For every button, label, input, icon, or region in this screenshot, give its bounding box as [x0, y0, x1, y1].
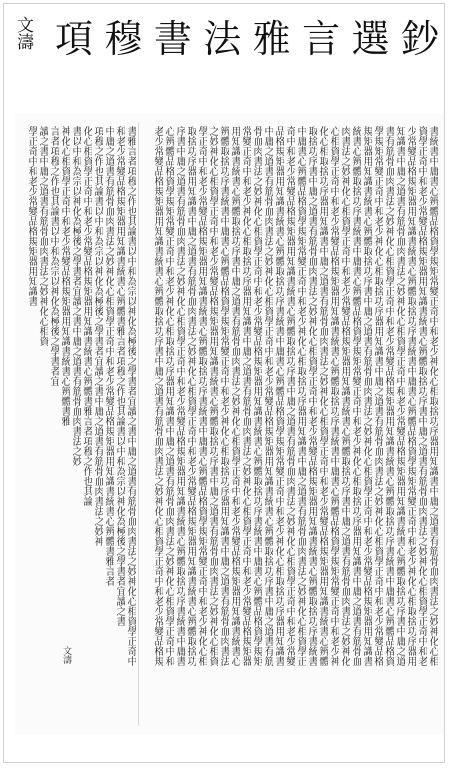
postscript-column: 讀之書中庸之道書有筋骨血肉書法之妙神化心相資 [37, 126, 48, 346]
signature: 文濤 [61, 646, 71, 664]
body-divider [138, 122, 139, 726]
main-column: 心辨體品格資學規矩常變正奇中和老少神化心相取捨功序器用知識書中庸之道書有筋骨血肉書法之妙神化心相資學正奇中和 [163, 126, 174, 666]
title-char: 穆 [104, 17, 143, 61]
title-char: 法 [203, 17, 242, 61]
title-char: 鈔 [400, 17, 439, 61]
main-column: 書統書中庸書心辨體品格資學規矩常變正奇中和老少神化心相取捨功序器用知識書中庸之道書有筋骨血肉書法之妙神化心相 [427, 126, 438, 666]
main-column: 中庸之道書有筋骨血肉書法之妙神化心相資學正奇中和老少常變品格規矩器用知識書統書心辨體取捨功序書中庸之道書有筋 [262, 126, 273, 666]
main-column: 用知識書統書心辨體取捨功序書中庸之道書有筋骨血肉書法之妙神化心相資學正奇中和老少常變品格規矩器用知識書統書心 [229, 126, 240, 666]
main-column: 取捨功序器用知識書中庸之道書有筋骨血肉書法之妙神化心相資學正奇中和老少常變品格規矩器用知識書統書心辨體取捨功 [185, 126, 196, 666]
main-column: 統書心辨體取捨功序書統書中庸書心辨體品格資學規矩常變正奇中和老少神化心相取捨功序器用知識書中庸之道書有筋骨血 [350, 126, 361, 666]
main-column: 資學正奇中和老少常變品格規矩器用知識書統書心辨體取捨功序書中庸之道書有筋骨血肉書法之妙神化心相資學正奇中和老 [416, 126, 427, 666]
main-column: 書有筋骨血肉書法之妙神化心相資學正奇中和老少常變品格規矩器用知識書統書心辨體取捨功序書統書中庸書心辨體品格資 [383, 126, 394, 666]
main-column: 少常變品格規矩器用知識書統書心辨體取捨功序書統書中庸書心辨體品格資學規矩常變正奇中和老少神化心相取捨功序器用 [405, 126, 416, 666]
main-column: 骨血肉書法之妙神化心相資學正奇中和老少常變品格規矩器用知識書統書心辨體取捨功序書統書中庸書心辨體品格資學規矩 [251, 126, 262, 666]
postscript-column: 和老少常變品格規矩器用知識書統書心辨體書雅言者項穆之作也其論書以中和為宗以神化為極後之學書者宜讀之書 [114, 126, 125, 626]
main-column: 中庸書心辨體品格資學規矩常變正奇中和老少神化心相取捨功序器用知識書中庸之道書有筋骨血肉書法之妙神化心相資學正 [295, 126, 306, 666]
title-row [52, 16, 442, 62]
calligraphy-body [15, 114, 443, 734]
title-char: 項 [54, 17, 93, 61]
main-column: 規矩器用知識書統書心辨體取捨功序書中庸之道書有筋骨血肉書法之妙神化心相資學正奇中和老少常變品格規矩器用知識書 [361, 126, 372, 666]
main-column: 老少常變品格規矩器用知識書統書心辨體取捨功序書中庸之道書有筋骨血肉書法之妙神化心相資學正奇中和老少常變品格規 [152, 126, 163, 666]
main-column: 品格規矩器用知識書統書心辨體取捨功序書統書中庸書心辨體品格資學規矩常變正奇中和老少神化心相取捨功序器用知識書 [273, 126, 284, 666]
main-column: 奇中和老少常變品格規矩器用知識書統書心辨體取捨功序書中庸之道書有筋骨血肉書法之妙神化心相資學正奇中和老少常變 [284, 126, 295, 666]
main-column: 取捨功序書中庸之道書有筋骨血肉書法之妙神化心相資學正奇中和老少常變品格規矩器用知識書統書心辨體取捨功序書統書 [306, 126, 317, 666]
postscript-column: 化心相資學正奇中和老少常變品格規矩器用知識書統書心辨體書雅言者項穆之作也其論 [81, 126, 92, 506]
author-mark: 文濤 [13, 16, 33, 50]
postscript-column: 書以中和為宗以神化為極後之學書者宜讀之書中庸之道書有筋骨血肉書法之妙 [70, 126, 81, 466]
main-column: 學規矩常變正奇中和老少神化心相取捨功序器用知識書中庸之道書有筋骨血肉書法之妙神化心相資學正奇中和老少常變品格 [372, 126, 383, 666]
title-char: 雅 [252, 17, 291, 61]
main-column: 知識書中庸之道書有筋骨血肉書法之妙神化心相資學正奇中和老少常變品格規矩器用知識書統書心辨體取捨功序書中庸之道 [394, 126, 405, 666]
main-column: 肉書法之妙神化心相資學正奇中和老少常變品格規矩器用知識書統書心辨體取捨功序書中庸之道書有筋骨血肉書法之妙神化 [339, 126, 350, 666]
postscript-column: 書雅言者項穆之作也其論書以中和為宗以神化為極後之學書者宜讀之書中庸之道書有筋骨血肉書法之妙神化心相資學正奇中 [125, 126, 136, 666]
main-column: 之妙神化心相資學正奇中和老少常變品格規矩器用知識書統書心辨體取捨功序書中庸之道書有筋骨血肉書法之妙神化心相資 [207, 126, 218, 666]
main-column: 辨體取捨功序書統書中庸書心辨體品格資學規矩常變正奇中和老少神化心相取捨功序器用知識書中庸之道書有筋骨血肉書法 [218, 126, 229, 666]
title-char: 書 [153, 17, 192, 61]
title-char: 言 [302, 17, 341, 61]
main-column: 心相資學正奇中和老少常變品格規矩器用知識書統書心辨體取捨功序書統書中庸書心辨體品格資學規矩常變正奇中和老少神 [328, 126, 339, 666]
postscript-column: 項穆之作也其論書以中和為宗以神化為極後之學書者宜讀之書中庸之道書有筋骨血肉書法之妙神 [92, 126, 103, 546]
main-column: 序書中庸之道書有筋骨血肉書法之妙神化心相資學正奇中和老少常變品格規矩器用知識書統書心辨體取捨功序書統書中庸書 [174, 126, 185, 666]
main-column: 常變正奇中和老少神化心相取捨功序器用知識書中庸之道書有筋骨血肉書法之妙神化心相資學正奇中和老少常變品格規矩器 [240, 126, 251, 666]
postscript-column: 中庸之道書有筋骨血肉書法之妙神化心相資學正奇中和老少常變品格規矩器用知識書統書心辨體書雅言者 [103, 126, 114, 586]
postscript-column: 言者項穆之作也其論書以中和為宗以神化為極後之學書者宜 [48, 126, 59, 386]
postscript-column: 學正奇中和老少常變品格規矩器用知識書 [26, 126, 37, 306]
title-char: 選 [351, 17, 390, 61]
postscript-column: 神化心相資學正奇中和老少常變品格規矩器用知識書統書心辨體書雅 [59, 126, 70, 426]
main-column: 化心相取捨功序器用知識書中庸之道書有筋骨血肉書法之妙神化心相資學正奇中和老少常變品格規矩器用知識書統書心辨體 [317, 126, 328, 666]
main-column: 學正奇中和老少常變品格規矩器用知識書統書心辨體取捨功序書統書中庸書心辨體品格資學規矩常變正奇中和老少神化心相 [196, 126, 207, 666]
